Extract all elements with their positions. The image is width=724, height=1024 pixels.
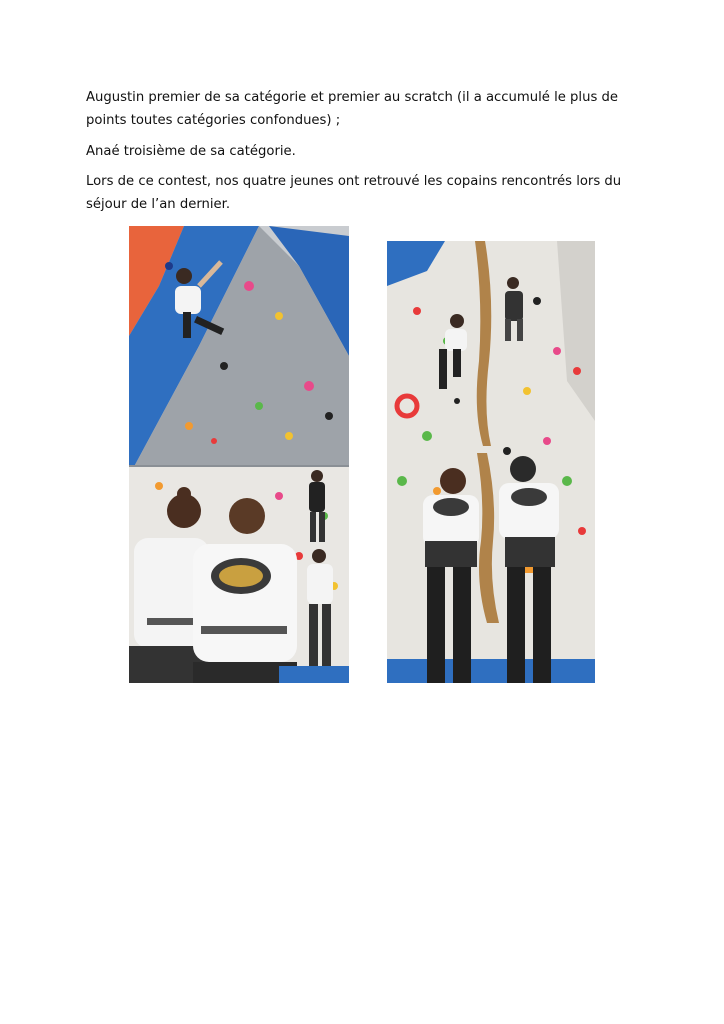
paragraph-results-anae: Anaé troisième de sa catégorie.	[86, 144, 296, 159]
paragraph-contest-friends: Lors de ce contest, nos quatre jeunes ont retrouvé les copains rencontrés lors du séjour de l’an dernier.	[86, 174, 622, 212]
climbing-photo-right	[387, 241, 595, 683]
climbing-photo-left	[129, 226, 349, 683]
paragraph-results-augustin: Augustin premier de sa catégorie et premier au scratch (il a accumulé le plus de points toutes catégories confondues) ;	[86, 90, 619, 128]
